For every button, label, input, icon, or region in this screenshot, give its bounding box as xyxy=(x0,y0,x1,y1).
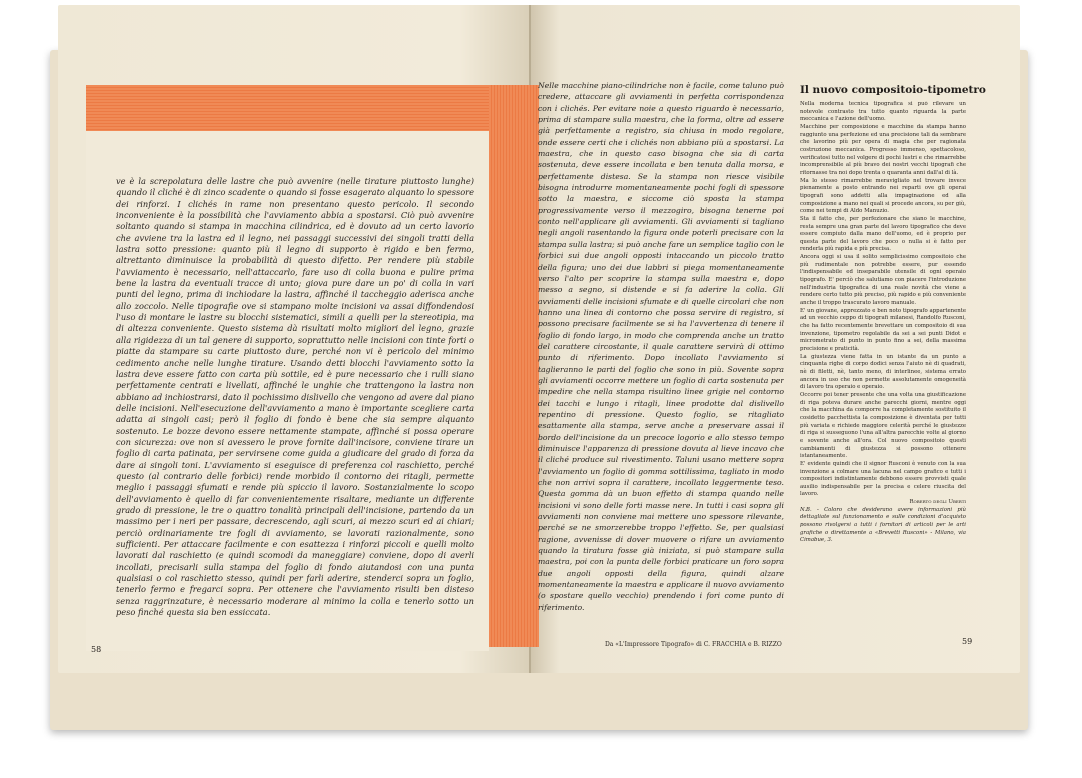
article-paragraph: Ma lo stesso rimarrebbe meravigliato nel trovare invece pienamente a posto entrando nei reparti ove gli operai tipografi sono addetti alla impaginazione ed alla composizione a mano nei quali si procede ancora, su per giù, come nei tempi di Aldo Manuzio. xyxy=(800,177,966,215)
left-page-number: 58 xyxy=(91,645,102,654)
article-paragraph: Nella moderna tecnica tipografica si può rilevare un notevole contrasto tra tutto quanto riguarda la parte meccanica e l'azione dell'uomo. xyxy=(800,101,966,123)
orange-stripe-vertical xyxy=(489,85,539,647)
article-paragraph: Ancora oggi si usa il solito semplicissimo compositoio che più rudimentale non potrebbe essere, pur essendo l'indispensabile ed inseparabile utensile di ogni operaio tipografo. E' perciò che salutiamo con piacere l'introduzione nell'industria tipografica di una reale novità che viene a rendere certo tutto più preciso, più rapido e più conveniente anche il troppo trascurato lavoro manuale. xyxy=(800,254,966,307)
article-paragraph: Sta il fatto che, per perfezionare che siano le macchine, resta sempre una gran parte del lavoro tipografico che deve essere compiuto dalla mano dell'uomo, ed è proprio per questa parte del lavoro che poco o nulla si è fatto per renderla più rapida e più precisa. xyxy=(800,215,966,253)
article-body xyxy=(800,101,966,637)
middle-column-body-text: Nelle macchine piano-cilindriche non è facile, come taluno può credere, attaccare gli avviamenti in perfetta corrispondenza con i clichés. Per evitare noie a questo riguardo è necessario, prima di stampare sulla maestra, che la forma, oltre ad essere già perfettamente a registro, sia chiusa in modo regolare, onde essere certi che i clichés non abbiano più a spostarsi. La maestra, che in questo caso bisogna che sia di carta sostenuta, deve essere incollata e ben tenuta dalla morsa, e perfettamente distesa. Se la stampa non riesce visibile bisogna introdurre momentaneamente pochi fogli di spessore sotto la maestra, e siccome ciò sposta la stampa progressivamente verso il mezzogiro, bisogna tenerne poi conto nell'applicare gli avviamenti. Gli avviamenti si tagliano negli angoli rasentando la figura onde poterli precisare con la stampa sulla lastra; si può anche fare un semplice taglio con le forbici sui due angoli opposti intaccando un piccolo tratto della figura; uno dei due labbri si piega momentaneamente verso l'alto per scoprire la stampa sulla maestra e, dopo messo a segno, si distende e si fa aderire la colla. Gli avviamenti delle incisioni sfumate e di quelle circolari che non hanno una linea di contorno che possa servire di registro, si possono precisare facilmente se si ha l'avvertenza di tenere il foglio di fondo largo, in modo che comprenda anche un tratto del carattere circostante, il quale carattere servirà di ottimo punto di riferimento. Dopo incollato l'avviamento si taglieranno le parti del foglio che sono in più. Sovente sopra gli avviamenti occorre mettere un foglio di carta sostenuta per impedire che nella stampa risultino linee grigie nel contorno dei tacchi e lungo i ritagli, linee prodotte dal dislivello repentino di pressione. Questo foglio, se ritagliato esattamente alla stampa, serve anche a preservare assai il bordo dell'incisione da un precoce logorio e allo stesso tempo diminuisce l'apparenza di pressione dovuta al lieve incavo che il cliché produce sul rivestimento. Taluni usano mettere sopra l'avviamento un foglio di gomma sottilissima, tagliato in modo che non arrivi sopra il carattere, incollato leggermente teso. Questa gomma dà un buon effetto di stampa quando nelle incisioni vi sono delle forti masse nere. In tutti i casi sopra gli avviamenti non conviene mai mettere uno spessore rilevante, perché se ne smorzerebbe troppo l'effetto. Se, per qualsiasi ragione, avvenisse di dover muovere o rifare un avviamento quando la tiratura fosse già iniziata, si può stampare sulla maestra, poi con la punta delle forbici praticare un foro sopra due angoli opposti della figura, quindi alzare momentaneamente la maestra e applicare il nuovo avviamento (o spostare quello vecchio) prendendo i fori come punto di riferimento. xyxy=(538,81,784,612)
orange-stripe-horizontal xyxy=(86,85,539,131)
article-paragraph: Macchine per composizione e macchine da stampa hanno raggiunto una perfezione ed una precisione tali da sembrare che lavorino più per opera di magia che per ragionata costruzione meccanica. Progresso immenso, spettacoloso, verificatosi tutto nel volgere di pochi lustri e che rimarrebbe incomprensibile al più bravo dei nostri vecchi tipografi che ritornasse tra noi dopo trenta o quaranta anni dall'al di là. xyxy=(800,123,966,176)
article-signature: Roberto degli Uberti xyxy=(909,499,966,506)
article-paragraph: E' evidente quindi che il signor Rusconi è venuto con la sua invenzione a colmare una lacuna nel campo grafico e tutti i compositori indistintamente debbono essere provvisti quale ausilio indispensabile per la precisa e celere riuscita del lavoro. xyxy=(800,460,966,498)
article-paragraph: La giustezza viene fatta in un istante da un punto a cinquanta righe di corpo dodici senza l'aiuto nè di quadrati, nè di filetti, nè, tanto meno, di interlinee, sistema errato ancora in uso che non permette assolutamente omogeneità di lavoro tra operaio e operaio. xyxy=(800,353,966,391)
article-paragraph: E' un giovane, apprezzato e ben noto tipografo appartenente ad un vecchio ceppo di tipografi milanesi, Randolfo Rusconi, che ha fatto recentemente brevettare un compositoio di sua invenzione, tipometro regolabile da sei a sei punti Didot e micrometrato di punto in punto fino a sei, della massima precisione e praticità. xyxy=(800,307,966,352)
source-credit: Da «L'Impressore Tipografo» di C. FRACCHIA e B. RIZZO xyxy=(605,641,782,648)
article-paragraph: Occorre poi tener presente che una volta una giustificazione di riga poteva durare anche parecchi giorni, mentre oggi che la macchina da comporre ha completamente sostituito il cosidetto pacchettista la composizione è diventata per tutti più variata e richiede maggiore celerità perché le giustezze di riga si susseguono l'una all'altra parecchie volte al giorno e sovente anche all'ora. Col nuovo compositoio questi cambiamenti di giustezza si possono ottenere istantaneamente. xyxy=(800,391,966,460)
left-page-body-text: ve è la screpolatura delle lastre che può avvenire (nelle tirature piuttosto lunghe) quando il cliché è di zinco scadente o quando si fosse esagerato alquanto lo spessore dei rinforzi. I clichés in rame non presentano questo pericolo. Il secondo inconveniente è la possibilità che l'avviamento abbia a spostarsi. Ciò può avvenire soltanto quando si stampa in macchina cilindrica, ed è dovuto ad un certo lavorio che avviene tra la lastra ed il legno, nei passaggi successivi dei singoli tratti della lastra sotto pressione: quanto più il legno di supporto è rigido e ben fermo, altrettanto diminuisce la probabilità di questo difetto. Per rendere più stabile l'avviamento è necessario, nell'attaccarlo, fare uso di colla buona e pulire prima bene la lastra da eventuali tracce di unto; giova pure dare un po' di colla in vari punti del legno, prima di inchiodare la lastra, affinché il taccheggio aderisca anche allo zoccolo. Nelle tipografie ove si stampano molte incisioni va assai diffondendosi l'uso di montare le lastre su blocchi sistematici, simili a quelli per la stereotipia, ma di altezza conveniente. Questo sistema dà risultati molto migliori del legno, grazie alla rigidezza di un tal genere di supporto, soprattutto nelle incisioni con tinte forti o piatte da stampare su carte piuttosto dure, perché non vi è pericolo del minimo cedimento anche nelle lunghe tirature. Usando detti blocchi l'avviamento sotto la lastra deve essere fatto con carta più sottile, ed è pure necessario che i rulli siano perfettamente centrati e livellati, affinché le unghie che trattengono la lastra non abbiano ad inchiostrarsi, dato il pochissimo dislivello che vengono ad avere dal piano delle incisioni. Nell'esecuzione dell'avviamento a mano è importante scegliere carta adatta ai singoli casi; però il foglio di fondo è bene che sia sempre alquanto sostenuto. Le bozze devono essere nettamente stampate, affinché si possa operare con sicurezza: ove non si avessero le prove fornite dall'incisore, conviene tirare un foglio di carta patinata, per servirsene come guida a giudicare del grado di forza da dare ai singoli toni. L'avviamento si eseguisce di preferenza col raschietto, perché questo (al contrario delle forbici) rende morbido il contorno dei ritagli, permette meglio i passaggi sfumati e rende più spiccio il lavoro. Sostanzialmente lo scopo dell'avviamento è quello di far convenientemente risaltare, mediante un differente grado di pressione, le tre o quattro tonalità principali dell'incisione, partendo da un massimo per i neri per passare, decrescendo, agli scuri, ai mezzo scuri ed ai chiari; perciò ordinariamente tre fogli di avviamento, se lavorati razionalmente, sono sufficienti. Per attaccare facilmente e con esattezza i rinforzi piccoli e quelli molto lavorati dal raschietto (e quindi scomodi da maneggiare) conviene, dopo di averli incollati, precisarli sulla stampa del foglio di fondo aiutandosi con una punta qualsiasi o col raschietto stesso, quindi per farli aderire, stenderci sopra un foglio, tenerlo fermo e fregarci sopra. Per ottenere che l'avviamento risulti ben disteso senza raggrinzature, è necessario moderare al minimo la colla e tenerlo sotto un peso finché questa sia ben essiccata. xyxy=(116,176,474,618)
article-title: Il nuovo compositoio-tipometro xyxy=(800,84,986,96)
article-footnote: N.B. - Coloro che desiderano avere informazioni più dettagliate sul funzionamento e sulle condizioni d'acquisto possono rivolgersi a tutti i fornitori di articoli per le arti grafiche o direttamente a «Brevetti Rusconi» - Milano, via Cimabue, 3. xyxy=(800,506,966,544)
right-page-number: 59 xyxy=(962,637,973,646)
